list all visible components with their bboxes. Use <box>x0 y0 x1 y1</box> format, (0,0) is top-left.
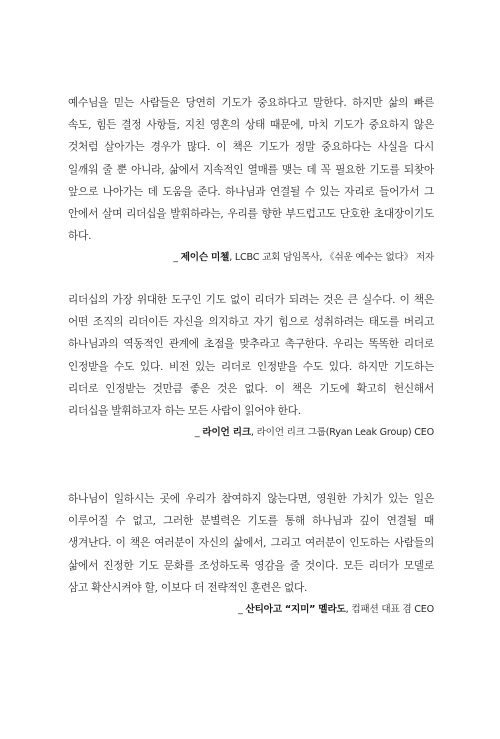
attribution-dash: _ <box>173 252 178 264</box>
endorsement-text: 예수님을 믿는 사람들은 당연히 기도가 중요하다고 말한다. 하지만 삶의 빠른 속도, 힘든 결정 사항들, 지친 영혼의 상태 때문에, 마치 기도가 중요하지 않은 것처럼 살아가는 경우가 많다. 이 책은 기도가 정말 중요하다는 사실을 다시 일깨워 줄 뿐 아니라, 삶에서 지속적인 열매를 맺는 데 꼭 필요한 기도를 되찾아 앞으로 나아가는 데 도움을 준다. 하나님과 연결될 수 있는 자리로 들어가서 그 안에서 살며 리더십을 발휘하라는, 우리를 향한 부드럽고도 단호한 초대장이기도 하다. <box>68 97 434 243</box>
endorser-name: 라이언 리크 <box>202 427 251 439</box>
endorser-role: , 컴패션 대표 겸 CEO <box>345 604 434 616</box>
endorser-name: 제이슨 미첼 <box>180 252 230 264</box>
endorser-role: , 라이언 리크 그룹(Ryan Leak Group) CEO <box>250 427 434 439</box>
endorsement-1 <box>68 92 434 266</box>
endorsement-text: 리더십의 가장 위대한 도구인 기도 없이 리더가 되려는 것은 큰 실수다. 이 책은 어떤 조직의 리더이든 자신을 의지하고 자기 힘으로 성취하려는 태도를 버리고 하나님과의 역동적인 관계에 초점을 맞추라고 촉구한다. 우리는 똑똑한 리더로 인정받을 수도 있다. 비전 있는 리더로 인정받을 수도 있다. 하지만 기도하는 리더로 인정받는 것만큼 좋은 것은 없다. 이 책은 기도에 확고히 헌신해서 리더십을 발휘하고자 하는 모든 사람이 읽어야 한다. <box>68 294 434 418</box>
endorsement-attribution <box>68 425 434 441</box>
endorsement-attribution <box>68 250 434 266</box>
attribution-dash: _ <box>194 427 200 439</box>
endorser-name: 산티아고 “지미” 멜라도 <box>245 604 346 616</box>
endorsement-2 <box>68 289 434 441</box>
attribution-dash: _ <box>238 604 243 616</box>
endorser-role: , LCBC 교회 담임목사, 《쉬운 예수는 없다》 저자 <box>229 252 434 264</box>
endorsement-text: 하나님이 일하시는 곳에 우리가 참여하지 않는다면, 영원한 가치가 있는 일은 이루어질 수 없고, 그러한 분별력은 기도를 통해 하나님과 깊이 연결될 때 생겨난다. 이 책은 여러분이 자신의 삶에서, 그리고 여러분이 인도하는 사람들의 삶에서 진정한 기도 문화를 조성하도록 영감을 줄 것이다. 모든 리더가 모델로 삼고 확산시켜야 할, 이보다 더 전략적인 훈련은 없다. <box>68 493 434 594</box>
endorsement-3 <box>68 488 434 618</box>
endorsement-attribution <box>68 602 434 618</box>
